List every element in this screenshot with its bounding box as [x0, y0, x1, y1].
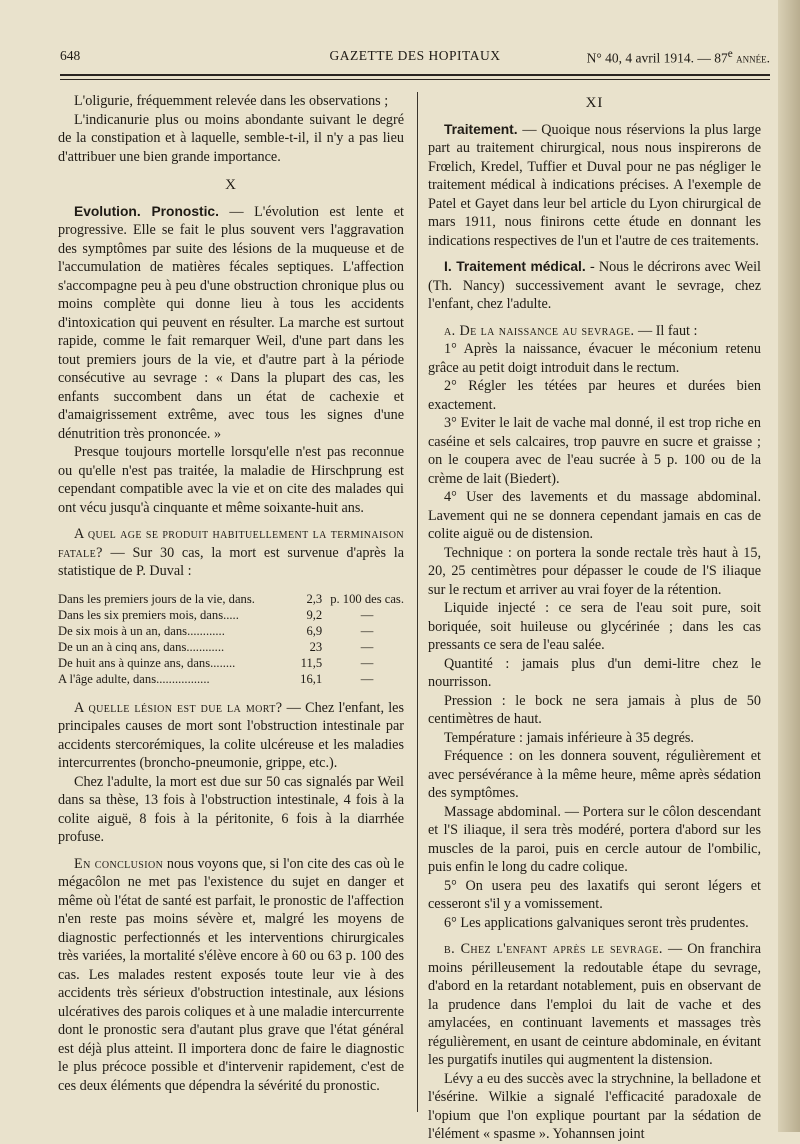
- traitement-text: — Quoique nous réservions la plus large part au traitement chirurgical, nous nous inspirerons de Frœlich, Kredel, Tuffier et Duval pour ne pas négliger le traitement médical à indications précises. A l'exemple de Patel et Gayet dans leur bel article du Lyon chirurgical de mars 1911, nous finirons cette étude en donnant les indications respectives de l'un et l'autre de ces traitements.: [428, 121, 761, 249]
- table-cell-label: De six mois à un an, dans............: [58, 623, 225, 638]
- conclusion-title: En conclusion: [74, 855, 164, 872]
- list-item: Fréquence : on les donnera souvent, régulièrement et avec persévérance à la même heure, même après sédation des symptômes.: [428, 748, 761, 801]
- table-row: [58, 623, 404, 639]
- table-row: [58, 591, 404, 607]
- list-item: 6° Les applications galvaniques seront très prudentes.: [444, 914, 749, 931]
- b-text: — On franchira moins périlleusement la redoutable étape du sevrage, d'abord en la retardant notablement, puis en observant de la prudence dans l'emploi du lait de vache et des amylacées, en continuant lavements et massages très régulièrement, en usant de ceinture abdominale, en évitant les purgatifs inutiles qui augmentent la distension.: [428, 941, 761, 1068]
- a-text: — Il faut :: [634, 322, 698, 339]
- age-text: — Sur 30 cas, la mort est survenue d'après la statistique de P. Duval :: [58, 544, 404, 579]
- section-heading-xi: XI: [585, 95, 604, 111]
- right-column: [428, 92, 761, 1144]
- conclusion-text: nous voyons que, si l'on cite des cas où le mégacôlon ne met pas l'existence du sujet en danger et même où l'état de santé est parfait, le pronostic de l'affection n'en reste pas moins sévère et, malgré les moyens de diagnostic perfectionnés et les interventions chirurgicales très variées, la mortalité s'élève encore à 60 ou 63 p. 100 des cas. Les malades restent exposés toute leur vie à des accidents très sérieux d'obstruction intestinale, aux lésions ulcératives des parois coliques et à une maladie intercurrente dont le pronostic sera d'autant plus grave que l'état général est déjà plus atteint. Il importera donc de faire le diagnostic le plus précoce possible et d'intervenir rapidement, c'est de ces deux éléments que dépendra la sévérité du pronostic.: [58, 855, 404, 1094]
- column-divider: [417, 92, 418, 1112]
- b-title: b. Chez l'enfant après le sevrage.: [444, 941, 663, 957]
- evolution-title: Evolution. Pronostic.: [74, 203, 219, 219]
- list-item: 4° User des lavements et du massage abdominal. Lavement qui ne se donnera cependant jamais en cas de colite aiguë ou de distension.: [428, 489, 761, 542]
- table-cell-unit: —: [360, 639, 374, 654]
- header-rule-thin: [60, 79, 770, 80]
- table-row: [58, 671, 404, 687]
- table-cell-label: De un an à cinq ans, dans............: [58, 639, 225, 654]
- list-item: 3° Eviter le lait de vache mal donné, il est trop riche en caséine et sels calcaires, trop pauvre en sucre et graisse ; on le coupera avec de l'eau sucrée à 5 p. 100 ou de la crème de lait (Biedert).: [428, 415, 761, 487]
- list-item: Pression : le bock ne sera jamais à plus de 50 centimètres de haut.: [428, 692, 761, 727]
- table-cell-value: 9,2: [306, 607, 323, 622]
- page-edge-shadow: [778, 0, 800, 1132]
- list-item: Température : jamais inférieure à 35 degrés.: [444, 729, 694, 746]
- paragraph-b-sevrage: [428, 940, 761, 1070]
- paragraph-evolution: [58, 203, 404, 444]
- paragraph-adulte: Chez l'adulte, la mort est due sur 50 cas signalés par Weil dans sa thèse, 13 fois à l'obstruction intestinale, 4 fois à la colite aiguë, 8 fois à la péritonite, 6 fois à la diarrhée profuse.: [58, 773, 404, 845]
- table-cell-label: De huit ans à quinze ans, dans........: [58, 655, 236, 670]
- paragraph-conclusion: [58, 855, 404, 1096]
- table-cell-value: 2,3: [306, 591, 323, 606]
- paragraph-age: [58, 525, 404, 581]
- table-cell-value: 11,5: [300, 655, 323, 670]
- lesion-text: — Chez l'enfant, les principales causes de mort sont l'obstruction intestinale par accidents stercorémiques, la colite ulcéreuse et les maladies intercurrentes (broncho-pneumonie, grippe, etc.).: [58, 699, 404, 771]
- paragraph-levy: Lévy a eu des succès avec la strychnine, la belladone et l'ésérine. Wilkie a signalé l'efficacité paradoxale de l'opium que l'on explique pourtant par la sédation de l'élément « spasme ». Yohannsen joint: [428, 1070, 761, 1142]
- table-cell-value: 16,1: [300, 671, 323, 686]
- paragraph-indicanurie: L'indicanurie plus ou moins abondante suivant le degré de la constipation et à laquelle, semble-t-il, il n'y a pas lieu d'attribuer une bien grande importance.: [58, 111, 404, 165]
- a-title: a. De la naissance au sevrage.: [444, 322, 635, 339]
- issue-number: N° 40, 4 avril 1914. — 87: [586, 50, 728, 66]
- list-item: Massage abdominal. — Portera sur le côlon descendant et l'S iliaque, il sera très modéré, portera d'abord sur les muscles de la paroi, puis en cercle autour de l'ombilic, puis enfin le long du cadre colique.: [428, 803, 761, 875]
- section-heading-x: X: [225, 177, 237, 193]
- table-row: [58, 639, 404, 655]
- paragraph-lesion: [58, 699, 404, 773]
- table-cell-label: Dans les premiers jours de la vie, dans.: [58, 591, 255, 606]
- list-item: 2° Régler les tétées par heures et durées bien exactement.: [428, 378, 761, 413]
- mortality-table: [58, 591, 404, 687]
- paragraph-traitement: [428, 121, 761, 251]
- table-cell-unit: p. 100 des cas.: [330, 591, 404, 606]
- traitement-title: Traitement.: [444, 121, 518, 137]
- page-header: [60, 48, 770, 72]
- table-cell-unit: —: [360, 655, 374, 670]
- issue-year-label: année.: [732, 50, 770, 66]
- issue-info: [587, 48, 770, 67]
- paragraph-a-naissance: [428, 322, 761, 341]
- table-cell-label: A l'âge adulte, dans.................: [58, 671, 210, 686]
- page-number: 648: [60, 48, 81, 63]
- list-item: Quantité : jamais plus d'un demi-litre chez le nourrisson.: [428, 655, 761, 690]
- issue-sup: e: [727, 48, 733, 60]
- evolution-text: — L'évolution est lente et progressive. Elle se fait le plus souvent vers l'aggravation des symptômes par suite des lésions de la muqueuse et de l'accumulation de matières fécales septiques. L'affection s'accompagne peu à peu d'une obstruction chronique plus ou moins complète qui donne lieu à tous les accidents d'intoxication qui peuvent en résulter. La marche est surtout rapide, comme le fait remarquer Weil, d'une part dans les tout premiers jours de la vie, et d'autre part à la période consécutive au sevrage : « Dans la plupart des cas, les enfants succombent dans un état de cachexie et d'amaigrissement extrême, avec tous les signes d'une dénutrition très prononcée. »: [58, 203, 404, 442]
- table-cell-value: 6,9: [306, 623, 323, 638]
- age-title: A quel age se produit habituellement la terminaison fatale?: [58, 526, 404, 561]
- table-row: [58, 607, 404, 623]
- lesion-title: A quelle lésion est due la mort?: [74, 699, 283, 716]
- paragraph-oligurie: L'oligurie, fréquemment relevée dans les observations ;: [74, 93, 389, 109]
- medical-text: - Nous le décrirons avec Weil (Th. Nancy) successivement avant le sevrage, chez l'enfant, chez l'adulte.: [428, 259, 761, 312]
- table-cell-unit: —: [360, 607, 374, 622]
- table-cell-unit: —: [360, 623, 374, 638]
- table-cell-label: Dans les six premiers mois, dans.....: [58, 607, 239, 622]
- list-item: 5° On usera peu des laxatifs qui seront légers et cesseront s'il y a vomissement.: [428, 877, 761, 912]
- paragraph-traitement-medical: [428, 258, 761, 314]
- paragraph-presque: Presque toujours mortelle lorsqu'elle n'est pas reconnue ou qu'elle n'est pas traitée, la maladie de Hirschprung est cependant compatible avec la vie et on cite des malades qui ont vécu jusqu'à cinquante et même soixante-huit ans.: [58, 444, 404, 516]
- list-item: Liquide injecté : ce sera de l'eau soit pure, soit boriquée, soit huileuse ou glycérinée ; dans les cas pressants ce sera de l'eau salée.: [428, 600, 761, 653]
- left-column: [58, 92, 404, 1095]
- medical-title: I. Traitement médical.: [444, 259, 586, 274]
- header-rule-thick: [60, 74, 770, 76]
- table-row: [58, 655, 404, 671]
- journal-title: GAZETTE DES HOPITAUX: [329, 48, 501, 63]
- table-cell-unit: —: [360, 671, 374, 686]
- list-item: Technique : on portera la sonde rectale très haut à 15, 20, 25 centimètres pour dépasser le coude de l'S iliaque sur le rectum et arriver au vrai foyer de la rétention.: [428, 544, 761, 598]
- list-item: 1° Après la naissance, évacuer le méconium retenu grâce au petit doigt introduit dans le rectum.: [428, 341, 761, 376]
- table-cell-value: 23: [309, 639, 323, 654]
